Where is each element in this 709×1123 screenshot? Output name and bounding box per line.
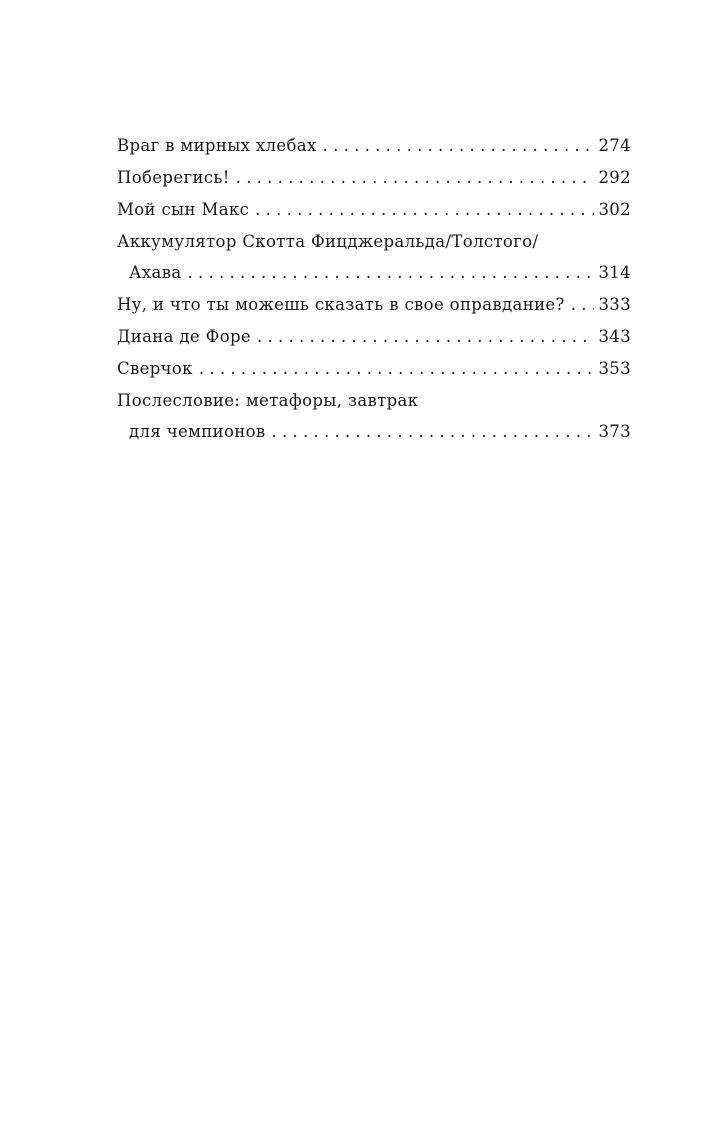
toc-entry[interactable] (117, 226, 631, 289)
toc-entry-title-line1: Послесловие: метафоры, завтрак (117, 391, 419, 410)
toc-entry[interactable] (117, 385, 631, 448)
toc-entry[interactable] (117, 194, 631, 226)
toc-entry-title: Поберегись! (117, 168, 230, 187)
toc-entry-title-line1: Аккумулятор Скотта Фицджеральда/Толстого/ (117, 232, 539, 251)
toc-entry-title-line2: для чемпионов (129, 422, 266, 441)
toc-entry[interactable] (117, 130, 631, 162)
dot-leader (188, 257, 595, 289)
toc-entry-title: Враг в мирных хлебах (117, 136, 317, 155)
toc-entry[interactable] (117, 353, 631, 385)
toc-entry-page: 292 (598, 168, 631, 187)
dot-leader (272, 416, 595, 448)
toc-entry[interactable] (117, 162, 631, 194)
toc-entry-title: Мой сын Макс (117, 200, 250, 219)
toc-entry-page: 333 (598, 295, 631, 314)
dot-leader (199, 353, 595, 385)
toc-entry-page: 302 (598, 200, 631, 219)
table-of-contents (117, 130, 631, 448)
dot-leader (323, 130, 595, 162)
toc-entry-page: 314 (598, 263, 631, 282)
toc-entry-title: Сверчок (117, 359, 193, 378)
toc-entry-page: 353 (598, 359, 631, 378)
dot-leader (257, 321, 594, 353)
toc-entry-title: Ну, и что ты можешь сказать в свое оправдание? (117, 295, 565, 314)
toc-entry-page: 343 (598, 327, 631, 346)
toc-entry-page: 274 (598, 136, 631, 155)
toc-entry[interactable] (117, 289, 631, 321)
toc-entry-page: 373 (598, 422, 631, 441)
toc-entry-title-line2: Ахава (129, 263, 182, 282)
toc-entry[interactable] (117, 321, 631, 353)
toc-entry-title: Диана де Форе (117, 327, 252, 346)
dot-leader (571, 289, 595, 321)
dot-leader (255, 194, 594, 226)
dot-leader (236, 162, 595, 194)
